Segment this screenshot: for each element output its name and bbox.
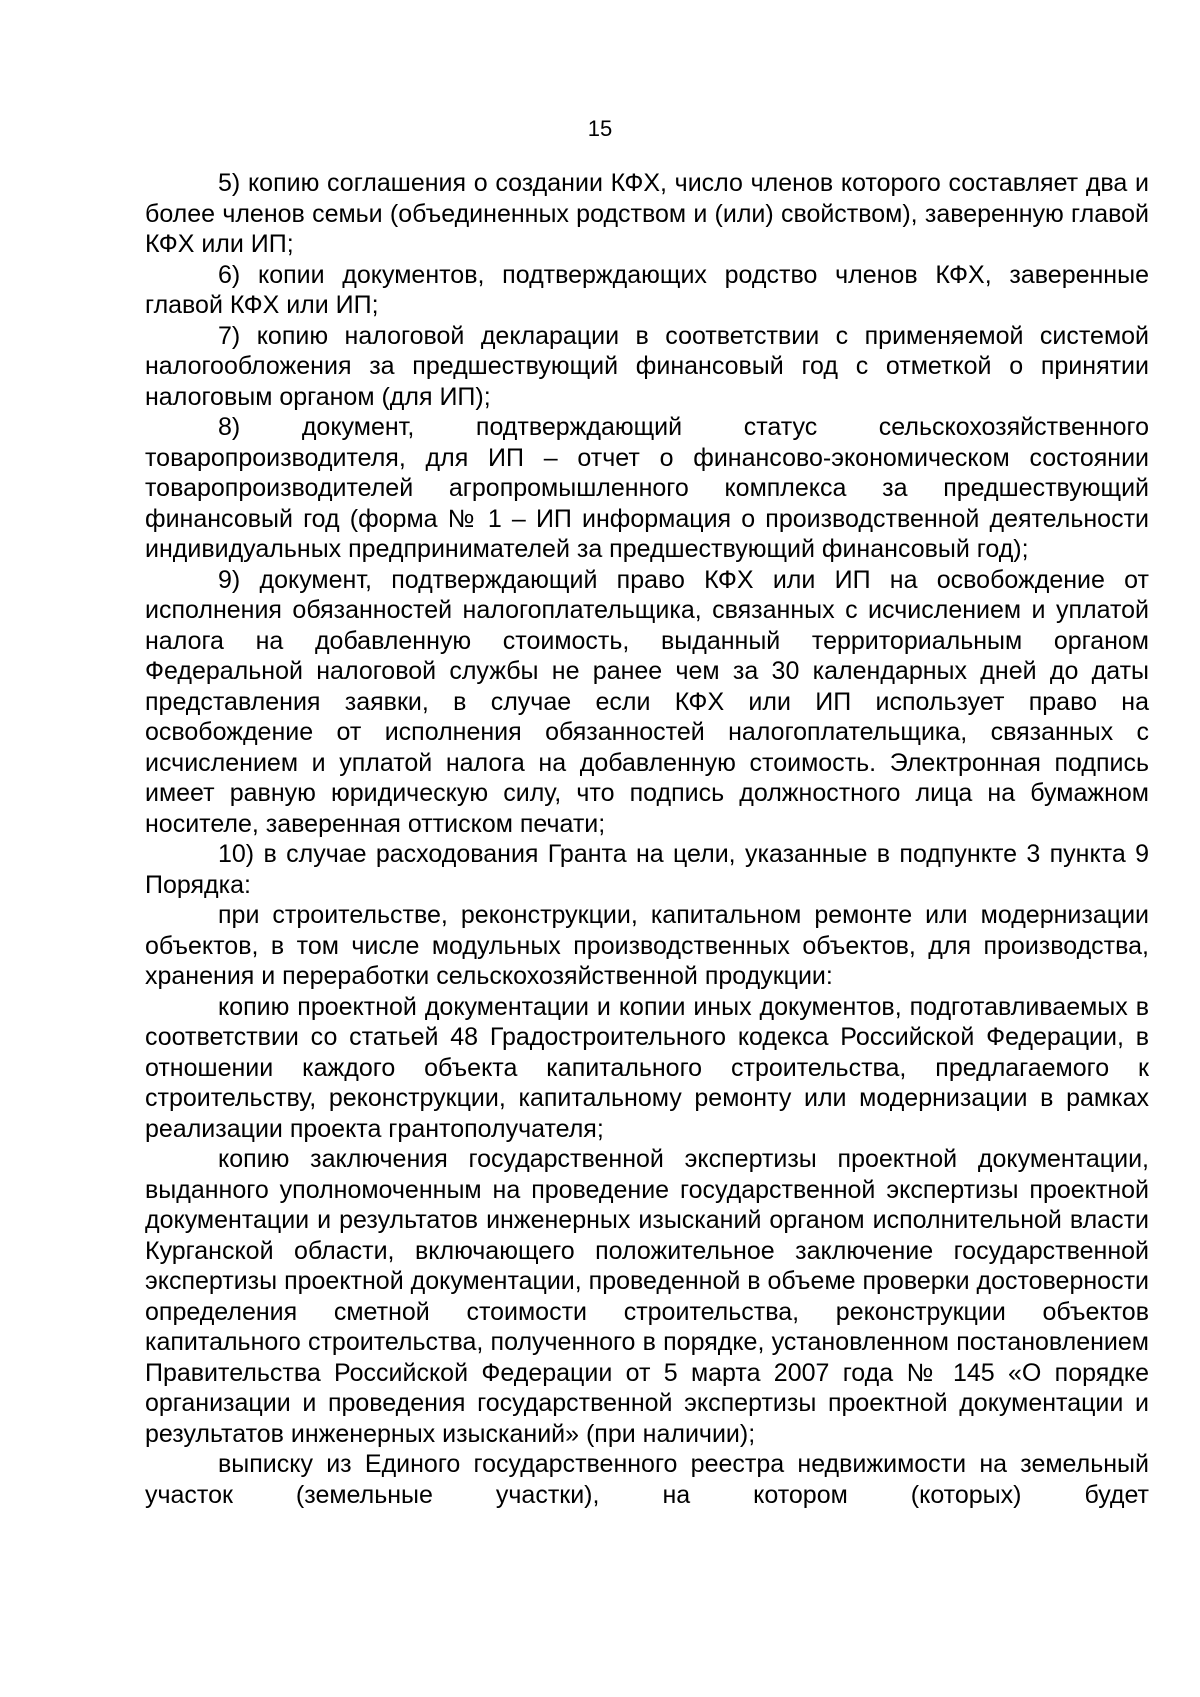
- document-body: [145, 168, 1149, 1510]
- paragraph-item-10: 10) в случае расходования Гранта на цели, указанные в подпункте 3 пункта 9 Порядка:: [145, 840, 1149, 899]
- page-number: 15: [587, 116, 613, 141]
- paragraph-project-documentation: копию проектной документации и копии иных документов, подготавливаемых в соответствии со статьей 48 Градостроительного кодекса Российской Федерации, в отношении каждого объекта капитального строительства, предлагаемого к строительству, реконструкции, капитальному ремонту или модернизации в рамках реализации проекта грантополучателя;: [145, 992, 1149, 1143]
- paragraph-egrn-extract: выписку из Единого государственного реестра недвижимости на земельный участок (земельные участки), на котором (которых) будет: [145, 1450, 1149, 1509]
- paragraph-state-expertise: копию заключения государственной экспертизы проектной документации, выданного уполномоченным на проведение государственной экспертизы проектной документации и результатов инженерных изысканий органом исполнительной власти Курганской области, включающего положительное заключение государственной экспертизы проектной документации, проведенной в объеме проверки достоверности определения сметной стоимости строительства, реконструкции объектов капитального строительства, полученного в порядке, установленном постановлением Правительства Российской Федерации от 5 марта 2007 года № 145 «О порядке организации и проведения государственной экспертизы проектной документации и результатов инженерных изысканий» (при наличии);: [145, 1145, 1149, 1448]
- paragraph-construction: при строительстве, реконструкции, капитальном ремонте или модернизации объектов, в том числе модульных производственных объектов, для производства, хранения и переработки сельскохозяйственной продукции:: [145, 901, 1149, 990]
- paragraph-item-5: 5) копию соглашения о создании КФХ, число членов которого составляет два и более членов семьи (объединенных родством и (или) свойством), заверенную главой КФХ или ИП;: [145, 169, 1149, 258]
- paragraph-item-8: 8) документ, подтверждающий статус сельскохозяйственного товаропроизводителя, для ИП – отчет о финансово-экономическом состоянии товаропроизводителей агропромышленного комплекса за предшествующий финансовый год (форма № 1 – ИП информация о производственной деятельности индивидуальных предпринимателей за предшествующий финансовый год);: [145, 413, 1149, 563]
- paragraph-item-7: 7) копию налоговой декларации в соответствии с применяемой системой налогообложения за предшествующий финансовый год с отметкой о принятии налоговым органом (для ИП);: [145, 321, 1149, 411]
- paragraph-item-9: 9) документ, подтверждающий право КФХ или ИП на освобождение от исполнения обязанностей налогоплательщика, связанных с исчислением и уплатой налога на добавленную стоимость, выданный территориальным органом Федеральной налоговой службы не ранее чем за 30 календарных дней до даты представления заявки, в случае если КФХ или ИП использует право на освобождение от исполнения обязанностей налогоплательщика, связанных с исчислением и уплатой налога на добавленную стоимость. Электронная подпись имеет равную юридическую силу, что подпись должностного лица на бумажном носителе, заверенная оттиском печати;: [145, 565, 1149, 838]
- paragraph-item-6: 6) копии документов, подтверждающих родство членов КФХ, заверенные главой КФХ или ИП;: [145, 260, 1149, 319]
